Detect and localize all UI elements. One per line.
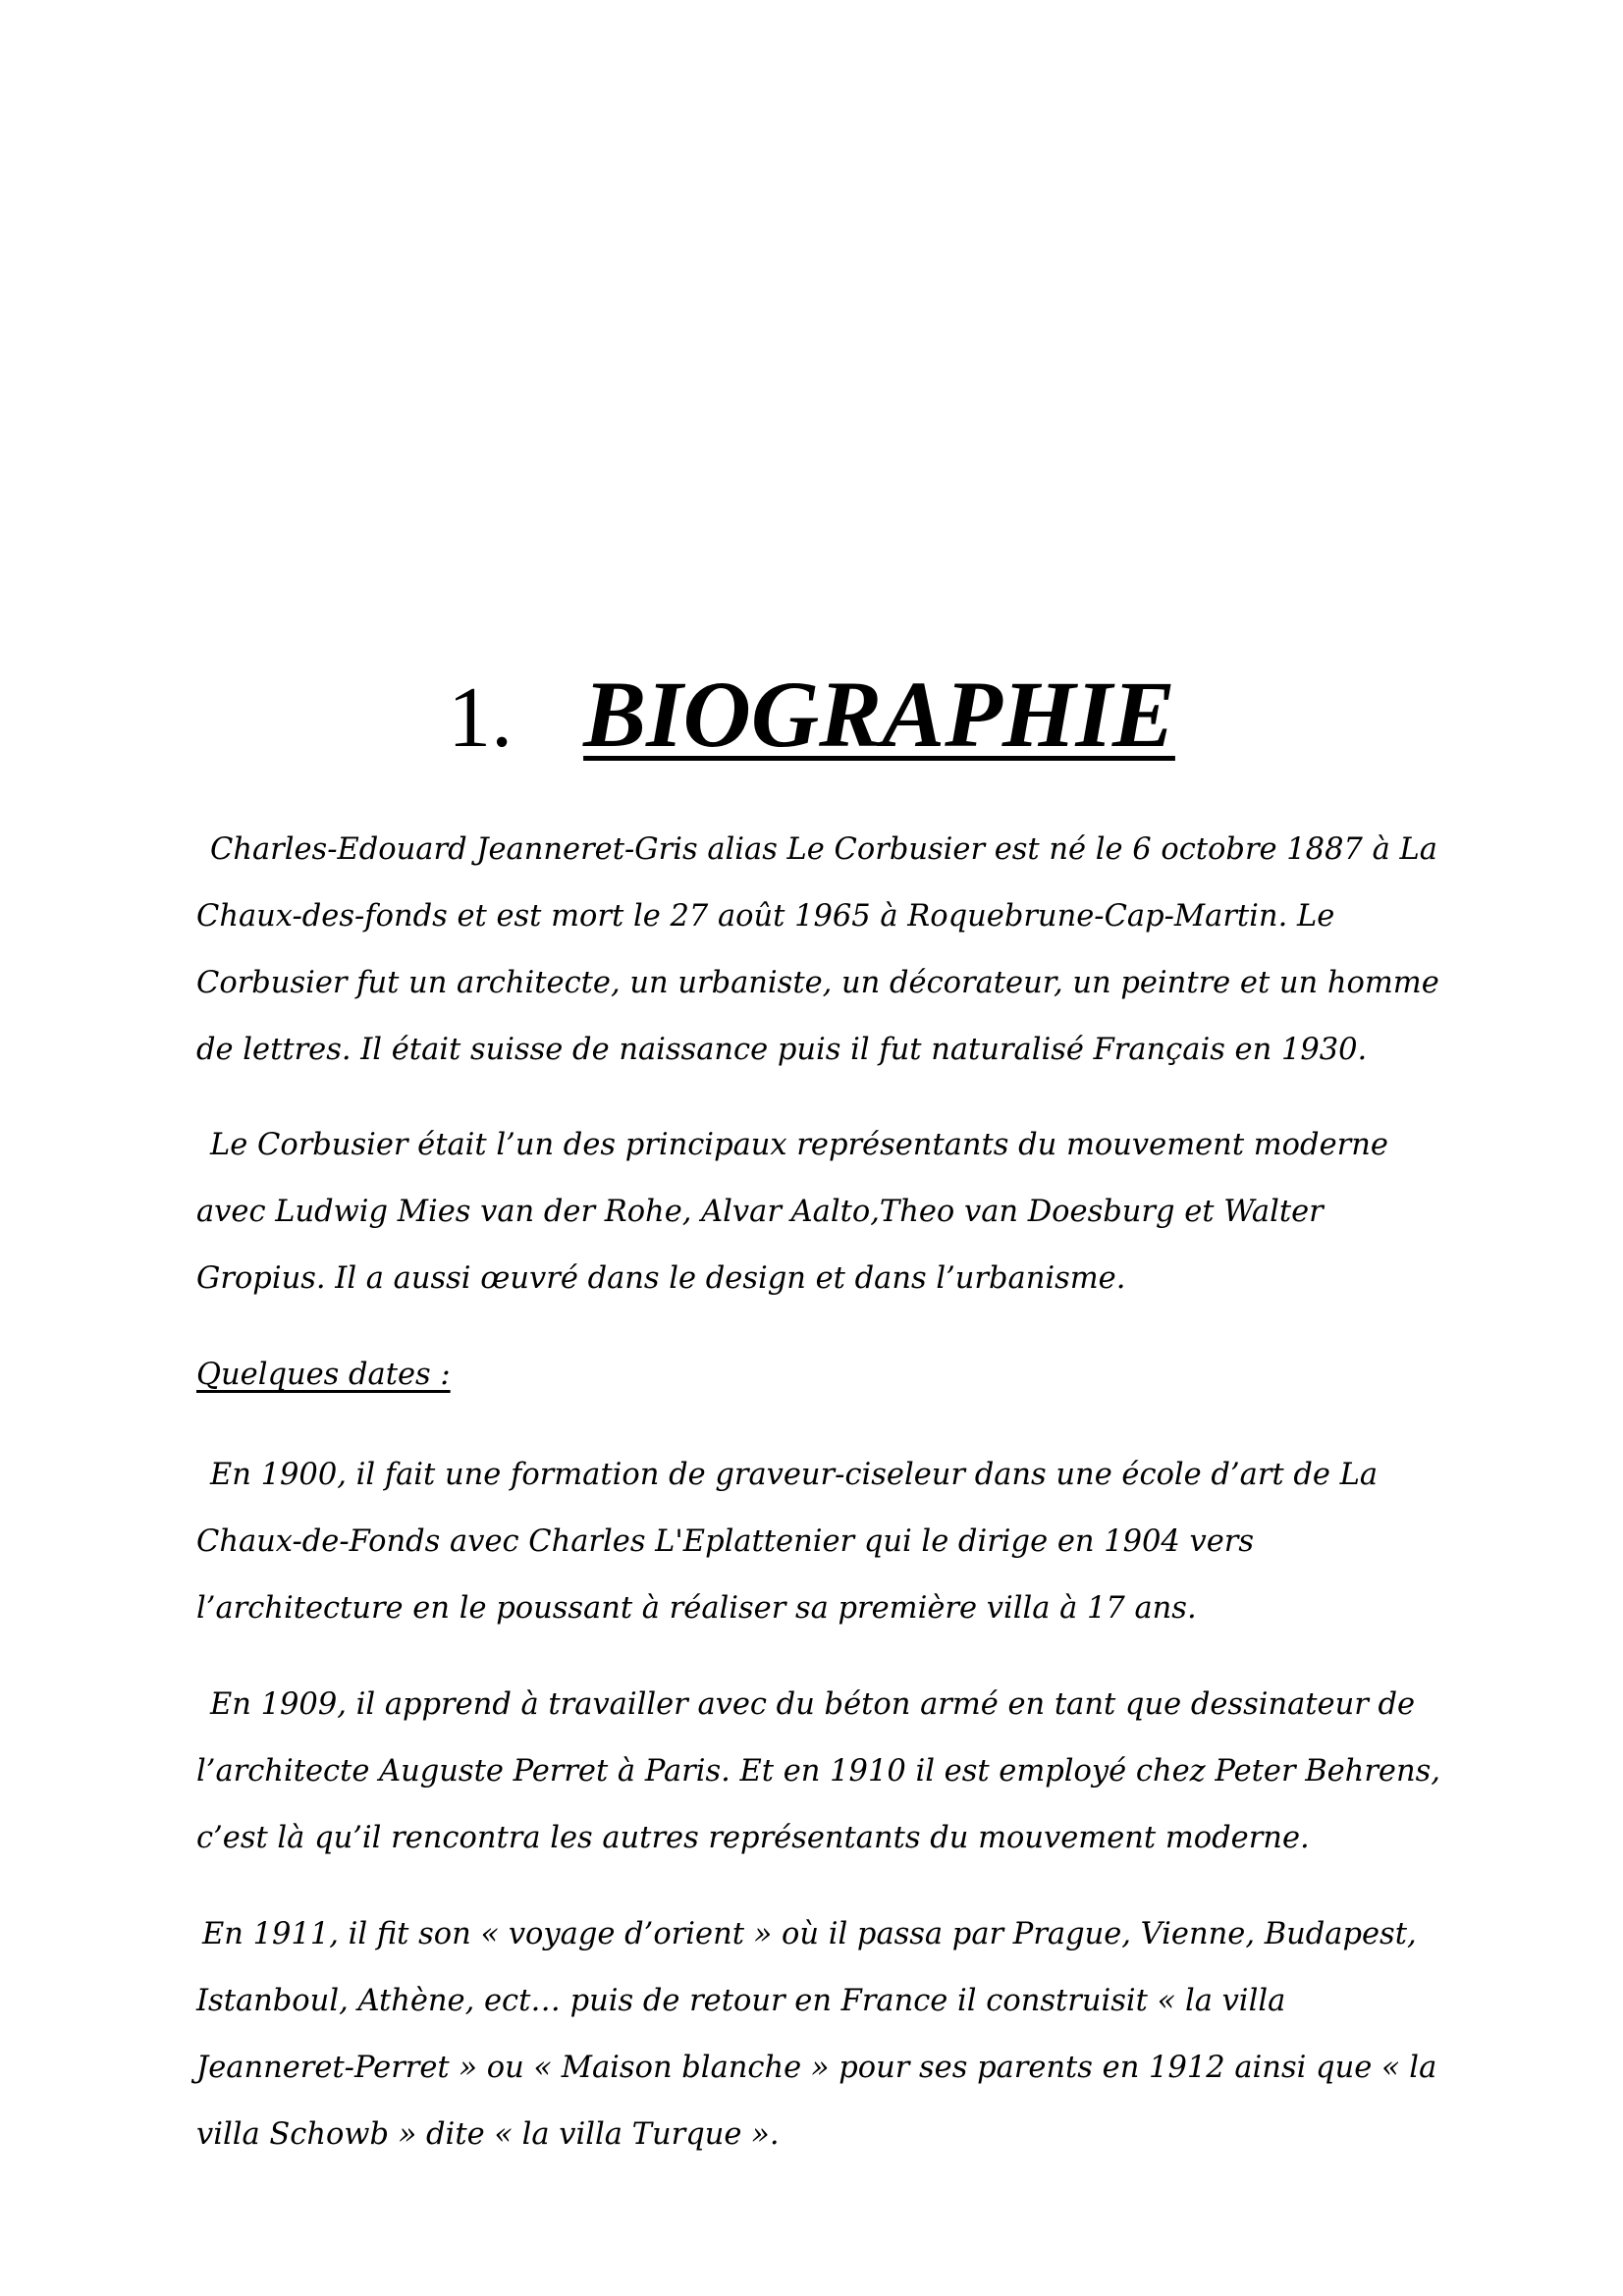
paragraph-text: En 1900, il fait une formation de graveur-ciseleur dans une école d’art de La Chaux-de-Fonds avec Charles L'Eplattenier qui le dirige en 1904 vers l’architecture en le poussant à réaliser sa première villa à 17 ans. — [196, 1458, 1379, 1626]
section-number: 1. — [448, 670, 514, 766]
section-title: BIOGRAPHIE — [583, 662, 1175, 767]
paragraph-1911 — [196, 1901, 1448, 2168]
section-heading — [0, 656, 1623, 801]
paragraph-introduction — [196, 817, 1448, 1084]
paragraph-modern-movement — [196, 1112, 1448, 1312]
paragraph-text: En 1911, il fit son « voyage d’orient » où il passa par Prague, Vienne, Budapest, Istanboul, Athène, ect… puis de retour en France il construisit « la villa Jeanneret-Perret » ou « Maison blanche » pour ses parents en 1912 ainsi que « la villa Schowb » dite « la villa Turque ». — [196, 1917, 1437, 2152]
dates-subheading — [196, 1342, 1448, 1409]
paragraph-text: Le Corbusier était l’un des principaux représentants du mouvement moderne avec Ludwig Mies van der Rohe, Alvar Aalto,Theo van Doesburg et Walter Gropius. Il a aussi œuvré dans le design et dans l’urbanisme. — [196, 1128, 1388, 1296]
paragraph-text: En 1909, il apprend à travailler avec du béton armé en tant que dessinateur de l’architecte Auguste Perret à Paris. Et en 1910 il est employé chez Peter Behrens, c’est là qu’il rencontra les autres représentants du mouvement moderne. — [196, 1687, 1440, 1855]
paragraph-text: Charles-Edouard Jeanneret-Gris alias Le Corbusier est né le 6 octobre 1887 à La Chaux-des-fonds et est mort le 27 août 1965 à Roquebrune-Cap-Martin. Le Corbusier fut un architecte, un urbaniste, un décorateur, un peintre et un homme de lettres. Il était suisse de naissance puis il fut naturalisé Français en 1930. — [196, 832, 1439, 1067]
paragraph-1900 — [196, 1442, 1448, 1642]
paragraph-1909 — [196, 1672, 1448, 1872]
subheading-text: Quelques dates : — [196, 1358, 451, 1392]
